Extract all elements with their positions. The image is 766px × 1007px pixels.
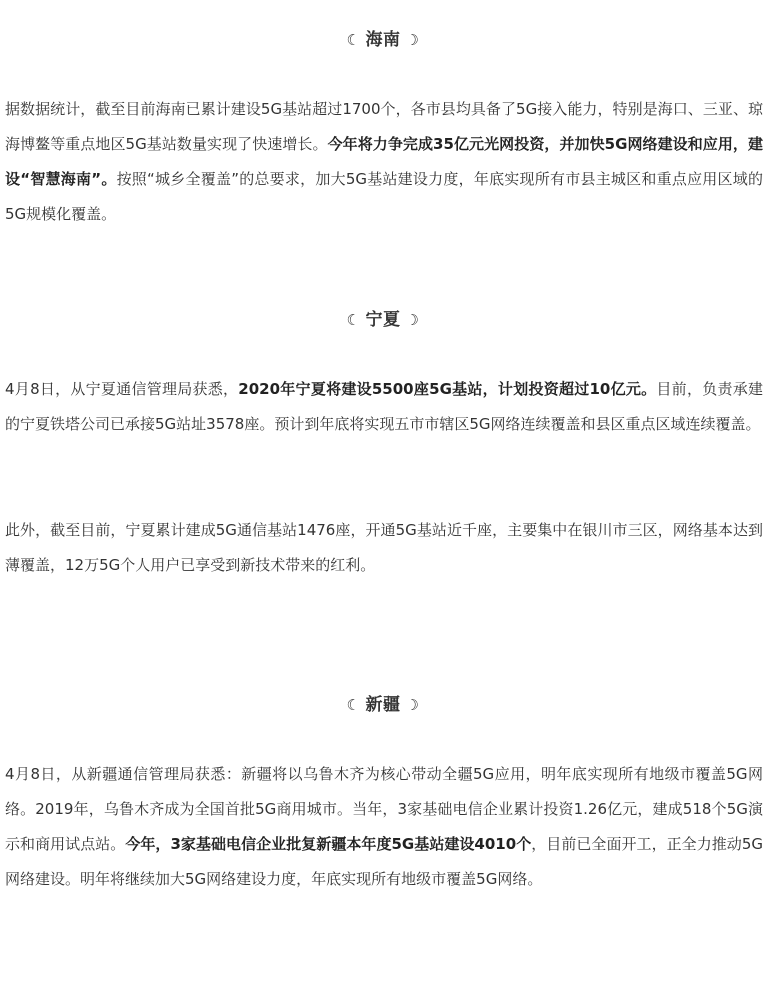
section-heading-hainan xyxy=(0,28,766,52)
crescent-moon-right-icon: ☽ xyxy=(405,696,420,714)
text-run: 目前，负责承建的宁夏铁塔公司已承接5G站址3578座。预计到年底将实现五市市辖区5G网络连续覆盖和县区重点区域连续覆盖。 xyxy=(5,380,763,433)
paragraph-ningxia-2 xyxy=(5,513,763,583)
section-heading-ningxia xyxy=(0,308,766,332)
section-title: 宁夏 xyxy=(365,310,401,330)
crescent-moon-left-icon: ☾ xyxy=(346,311,361,329)
paragraph-ningxia-1 xyxy=(5,372,763,442)
text-run: 按照“城乡全覆盖”的总要求，加大5G基站建设力度，年底实现所有市县主城区和重点应用区域的5G规模化覆盖。 xyxy=(5,170,764,223)
paragraph-hainan-1 xyxy=(5,92,763,232)
text-run: 此外，截至目前，宁夏累计建成5G通信基站1476座，开通5G基站近千座，主要集中在银川市三区，网络基本达到薄覆盖，12万5G个人用户已享受到新技术带来的红利。 xyxy=(5,521,763,574)
text-run: 4月8日，从新疆通信管理局获悉：新疆将以乌鲁木齐为核心带动全疆5G应用，明年底实现所有地级市覆盖5G网络。2019年，乌鲁木齐成为全国首批5G商用城市。当年，3家基础电信企业累计投资1.26亿元，建成518个5G演示和商用试点站。 xyxy=(5,765,763,853)
crescent-moon-left-icon: ☾ xyxy=(346,31,361,49)
text-run: ，目前已全面开工，正全力推动5G网络建设。明年将继续加大5G网络建设力度，年底实现所有地级市覆盖5G网络。 xyxy=(5,835,763,888)
bold-text-run: 今年将力争完成35亿元光网投资，并加快5G网络建设和应用，建设“智慧海南”。 xyxy=(5,135,763,188)
crescent-moon-right-icon: ☽ xyxy=(405,31,420,49)
section-title: 海南 xyxy=(365,30,401,50)
text-run: 4月8日，从宁夏通信管理局获悉， xyxy=(5,380,239,398)
paragraph-xinjiang-1 xyxy=(5,757,763,897)
text-run: 据数据统计，截至目前海南已累计建设5G基站超过1700个，各市县均具备了5G接入能力，特别是海口、三亚、琼海博鳌等重点地区5G基站数量实现了快速增长。 xyxy=(5,100,763,153)
section-title: 新疆 xyxy=(365,695,401,715)
crescent-moon-left-icon: ☾ xyxy=(346,696,361,714)
section-heading-xinjiang xyxy=(0,693,766,717)
crescent-moon-right-icon: ☽ xyxy=(405,311,420,329)
bold-text-run: 今年，3家基础电信企业批复新疆本年度5G基站建设4010个 xyxy=(125,835,532,853)
bold-text-run: 2020年宁夏将建设5500座5G基站，计划投资超过10亿元。 xyxy=(238,380,657,398)
